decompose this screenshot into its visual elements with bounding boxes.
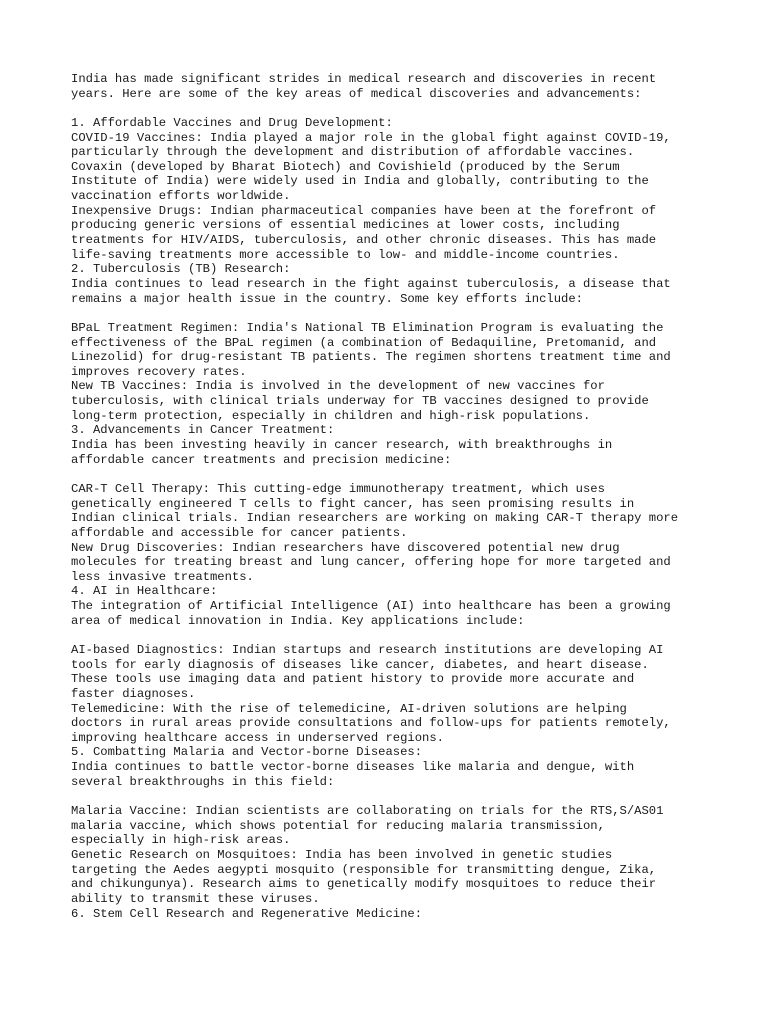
text-line: BPaL Treatment Regimen: India's National TB Elimination Program is evaluating the (71, 320, 664, 335)
text-line: genetically engineered T cells to fight cancer, has seen promising results in (71, 496, 635, 511)
text-line: affordable cancer treatments and precision medicine: (71, 452, 452, 467)
document-body (71, 72, 761, 921)
text-line (71, 467, 761, 482)
text-line: malaria vaccine, which shows potential for reducing malaria transmission, (71, 818, 605, 833)
text-line: faster diagnoses. (71, 686, 196, 701)
text-line: improves recovery rates. (71, 364, 247, 379)
text-line: 5. Combatting Malaria and Vector-borne Diseases: (71, 745, 423, 760)
text-line: remains a major health issue in the country. Some key efforts include: (71, 291, 583, 306)
text-line: life-saving treatments more accessible to low- and middle-income countries. (71, 247, 620, 262)
text-line: particularly through the development and distribution of affordable vaccines. (71, 145, 635, 160)
text-line: ability to transmit these viruses. (71, 891, 320, 906)
text-line (71, 306, 761, 321)
text-line: These tools use imaging data and patient history to provide more accurate and (71, 672, 635, 687)
text-line (71, 101, 761, 116)
text-line: Covaxin (developed by Bharat Biotech) and Covishield (produced by the Serum (71, 159, 620, 174)
text-line: Genetic Research on Mosquitoes: India has been involved in genetic studies (71, 847, 613, 862)
text-line: 3. Advancements in Cancer Treatment: (71, 423, 335, 438)
text-line: Malaria Vaccine: Indian scientists are collaborating on trials for the RTS,S/AS01 (71, 804, 664, 819)
text-line: Telemedicine: With the rise of telemedicine, AI-driven solutions are helping (71, 701, 627, 716)
text-line: India has made significant strides in medical research and discoveries in recent (71, 72, 657, 86)
text-line: molecules for treating breast and lung cancer, offering hope for more targeted and (71, 555, 671, 570)
text-line: less invasive treatments. (71, 569, 254, 584)
text-line: tuberculosis, with clinical trials underway for TB vaccines designed to provide (71, 394, 649, 409)
text-line: 6. Stem Cell Research and Regenerative Medicine: (71, 906, 423, 921)
text-line: 4. AI in Healthcare: (71, 584, 218, 599)
text-line: and chikungunya). Research aims to genetically modify mosquitoes to reduce their (71, 877, 657, 892)
text-line: Inexpensive Drugs: Indian pharmaceutical companies have been at the forefront of (71, 203, 657, 218)
text-line: New TB Vaccines: India is involved in the development of new vaccines for (71, 379, 605, 394)
text-line: improving healthcare access in underserved regions. (71, 730, 444, 745)
text-line: India continues to lead research in the fight against tuberculosis, a disease that (71, 276, 671, 291)
text-line: targeting the Aedes aegypti mosquito (responsible for transmitting dengue, Zika, (71, 862, 657, 877)
text-line: several breakthroughs in this field: (71, 774, 335, 789)
text-line: Linezolid) for drug-resistant TB patients. The regimen shortens treatment time and (71, 350, 671, 365)
text-line: 1. Affordable Vaccines and Drug Development: (71, 115, 393, 130)
text-line: affordable and accessible for cancer patients. (71, 525, 408, 540)
text-line: AI-based Diagnostics: Indian startups and research institutions are developing AI (71, 642, 664, 657)
text-line: Institute of India) were widely used in India and globally, contributing to the (71, 174, 649, 189)
text-line: India continues to battle vector-borne diseases like malaria and dengue, with (71, 760, 635, 775)
text-line: New Drug Discoveries: Indian researchers have discovered potential new drug (71, 540, 620, 555)
text-line: producing generic versions of essential medicines at lower costs, including (71, 218, 620, 233)
text-line (71, 628, 761, 643)
text-line: 2. Tuberculosis (TB) Research: (71, 262, 291, 277)
text-line: Indian clinical trials. Indian researchers are working on making CAR-T therapy more (71, 511, 679, 526)
text-line: effectiveness of the BPaL regimen (a combination of Bedaquiline, Pretomanid, and (71, 335, 657, 350)
text-line: area of medical innovation in India. Key applications include: (71, 613, 525, 628)
text-line: tools for early diagnosis of diseases like cancer, diabetes, and heart disease. (71, 657, 649, 672)
text-line: treatments for HIV/AIDS, tuberculosis, and other chronic diseases. This has made (71, 233, 657, 248)
text-line: years. Here are some of the key areas of medical discoveries and advancements: (71, 86, 642, 101)
text-line: India has been investing heavily in cancer research, with breakthroughs in (71, 438, 613, 453)
text-line: long-term protection, especially in children and high-risk populations. (71, 408, 591, 423)
text-line: The integration of Artificial Intelligence (AI) into healthcare has been a growing (71, 599, 671, 614)
text-line: COVID-19 Vaccines: India played a major role in the global fight against COVID-19, (71, 130, 671, 145)
text-line: especially in high-risk areas. (71, 833, 291, 848)
text-line (71, 789, 761, 804)
text-line: doctors in rural areas provide consultations and follow-ups for patients remotely, (71, 716, 671, 731)
text-line: CAR-T Cell Therapy: This cutting-edge immunotherapy treatment, which uses (71, 481, 605, 496)
text-line: vaccination efforts worldwide. (71, 189, 291, 204)
